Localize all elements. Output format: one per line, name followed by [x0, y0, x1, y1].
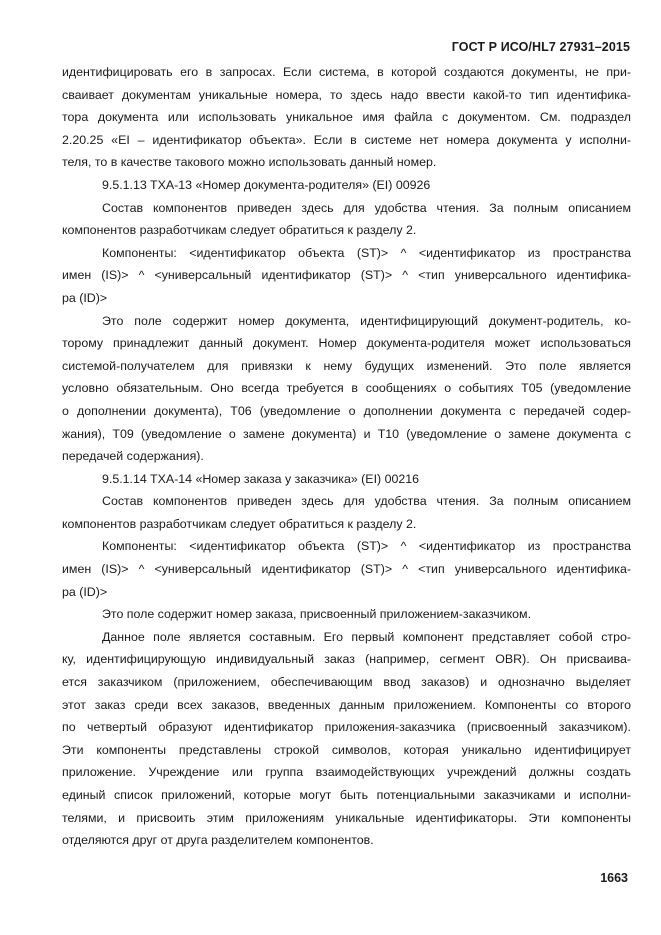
text-line: условно обязательным. Оно всегда требуется в сообщениях о событиях T05 (уведомление: [62, 381, 631, 396]
text-line: ра (ID)>: [62, 584, 108, 599]
paragraph: [62, 535, 631, 603]
text-line: единый список приложений, которые могут быть потенциальными заказчиками и исполни-: [62, 788, 631, 802]
text-line: Состав компонентов приведен здесь для удобства чтения. За полным описанием: [102, 494, 631, 509]
text-line: 2.20.25 «EI – идентификатор объекта». Если в системе нет номера документа у исполни-: [62, 132, 631, 147]
text-line: 9.5.1.14 TXA-14 «Номер заказа у заказчика» (EI) 00216: [102, 471, 420, 486]
text-line: Эти компоненты представлены строкой символов, которая уникально идентифицирует: [62, 742, 631, 757]
text-line: ется заказчиком (приложением, обеспечивающим ввод заказов) и однозначно выделяет: [62, 675, 631, 690]
text-line: передачей содержания).: [62, 449, 204, 464]
paragraph: [62, 242, 631, 310]
text-line: приложение. Учреждение или группа взаимодействующих учреждений должны создать: [62, 765, 631, 780]
paragraph: [62, 61, 631, 174]
paragraph: [62, 197, 631, 242]
text-line: Данное поле является составным. Его первый компонент представляет собой стро-: [102, 629, 631, 644]
paragraph: [62, 310, 631, 468]
text-line: имен (IS)> ^ <универсальный идентификатор (ST)> ^ <тип универсального идентифика-: [62, 268, 631, 283]
body-text: [62, 61, 631, 852]
text-line: Это поле содержит номер документа, идентифицирующий документ-родитель, ко-: [102, 313, 631, 328]
text-line: имен (IS)> ^ <универсальный идентификатор (ST)> ^ <тип универсального идентифика-: [62, 562, 631, 577]
text-line: сваивает документам уникальные номера, то здесь надо ввести какой-то тип идентифика-: [62, 87, 631, 102]
text-line: телями, и присвоить этим приложениям уникальные идентификаторы. Эти компоненты: [62, 810, 631, 825]
text-line: 9.5.1.13 TXA-13 «Номер документа-родителя» (EI) 00926: [102, 177, 431, 192]
text-line: Компоненты: <идентификатор объекта (ST)> ^ <идентификатор из пространства: [102, 539, 631, 554]
paragraph: [62, 174, 631, 197]
text-line: теля, то в качестве такового можно использовать данный номер.: [62, 155, 437, 170]
text-line: по четвертый образуют идентификатор приложения-заказчика (присвоенный заказчиком).: [62, 720, 631, 735]
text-line: компонентов разработчикам следует обратиться к разделу 2.: [62, 516, 417, 531]
text-line: компонентов разработчикам следует обратиться к разделу 2.: [62, 223, 417, 238]
text-line: тора документа или использовать уникальное имя файла с документом. См. подраздел: [62, 110, 631, 125]
standard-header: ГОСТ Р ИСО/HL7 27931–2015: [451, 40, 630, 54]
text-line: Это поле содержит номер заказа, присвоенный приложением-заказчиком.: [102, 607, 532, 622]
paragraph: [62, 490, 631, 535]
text-line: о дополнении документа), T06 (уведомление о дополнении документа с передачей содер-: [62, 403, 631, 418]
text-line: системой-получателем для привязки к нему будущих изменений. Это поле является: [62, 358, 631, 373]
text-line: ра (ID)>: [62, 290, 108, 305]
text-line: торому принадлежит данный документ. Номер документа-родителя может использоваться: [62, 336, 631, 351]
text-line: ку, идентифицирующую индивидуальный заказ (например, сегмент OBR). Он присваива-: [62, 652, 631, 667]
text-line: идентифицировать его в запросах. Если система, в которой создаются документы, не при-: [62, 65, 631, 79]
paragraph: [62, 603, 631, 626]
text-line: Состав компонентов приведен здесь для удобства чтения. За полным описанием: [102, 200, 631, 215]
page-number: 1663: [600, 871, 628, 885]
text-line: отделяются друг от друга разделителем компонентов.: [62, 833, 374, 848]
paragraph: [62, 468, 631, 491]
text-line: этот заказ среди всех заказов, введенных данным приложением. Компоненты со второго: [62, 697, 631, 712]
paragraph: [62, 626, 631, 852]
text-line: Компоненты: <идентификатор объекта (ST)> ^ <идентификатор из пространства: [102, 245, 631, 260]
text-line: жания), T09 (уведомление о замене документа) и T10 (уведомление о замене документа с: [62, 426, 631, 441]
